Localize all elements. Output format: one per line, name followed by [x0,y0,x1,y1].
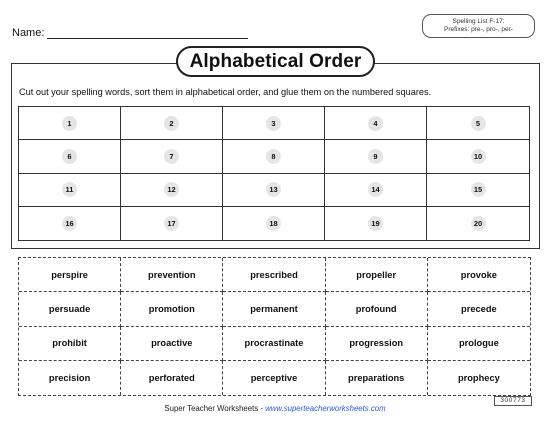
square-number: 18 [266,216,281,231]
word-card[interactable]: prevention [121,258,223,292]
square-number: 8 [266,149,281,164]
numbered-square [223,107,325,140]
word-card[interactable]: proactive [121,327,223,361]
square-number: 9 [368,149,383,164]
spelling-list-badge [422,14,535,38]
square-number: 2 [164,116,179,131]
word-card[interactable]: permanent [223,292,325,326]
name-line [47,38,248,39]
word-card[interactable]: perspire [19,258,121,292]
numbered-square [325,140,427,173]
footer-brand: Super Teacher Worksheets [164,404,259,413]
numbered-grid [18,106,530,241]
word-card[interactable]: prohibit [19,327,121,361]
numbered-square [427,174,529,207]
word-card[interactable]: perforated [121,361,223,395]
word-card[interactable]: perceptive [223,361,325,395]
square-number: 20 [471,216,486,231]
word-card[interactable]: preparations [326,361,428,395]
word-card[interactable]: persuade [19,292,121,326]
word-card[interactable]: progression [326,327,428,361]
word-card[interactable]: precision [19,361,121,395]
numbered-square [121,140,223,173]
numbered-square [19,174,121,207]
footer [0,404,550,413]
name-label: Name: [12,27,45,39]
footer-url[interactable]: www.superteacherworksheets.com [265,404,386,413]
badge-line-1: Spelling List F-17: [452,17,505,25]
footer-separator: - [258,404,266,413]
badge-line-2: Prefixes: pre-, pro-, per- [444,26,513,33]
numbered-square [19,140,121,173]
word-cutout-grid [18,257,531,396]
square-number: 11 [62,182,77,197]
word-card[interactable]: propeller [326,258,428,292]
square-number: 12 [164,182,179,197]
numbered-square [427,107,529,140]
square-number: 14 [368,182,383,197]
numbered-square [427,207,529,240]
square-number: 4 [368,116,383,131]
numbered-square [223,140,325,173]
square-number: 16 [62,216,77,231]
square-number: 19 [368,216,383,231]
square-number: 3 [266,116,281,131]
square-number: 10 [471,149,486,164]
numbered-square [325,107,427,140]
numbered-square [223,174,325,207]
worksheet-code: 300773 [494,396,532,406]
numbered-square [325,207,427,240]
numbered-square [121,207,223,240]
numbered-square [19,107,121,140]
word-card[interactable]: profound [326,292,428,326]
word-card[interactable]: provoke [428,258,530,292]
square-number: 17 [164,216,179,231]
square-number: 5 [471,116,486,131]
square-number: 15 [471,182,486,197]
word-card[interactable]: prescribed [223,258,325,292]
square-number: 1 [62,116,77,131]
instructions: Cut out your spelling words, sort them in alphabetical order, and glue them on the numbered squares. [19,87,432,97]
numbered-square [325,174,427,207]
page-title: Alphabetical Order [176,46,375,77]
square-number: 6 [62,149,77,164]
numbered-square [121,107,223,140]
numbered-square [121,174,223,207]
word-card[interactable]: prophecy [457,372,500,383]
word-card[interactable]: prologue [428,327,530,361]
word-card[interactable]: precede [428,292,530,326]
square-number: 13 [266,182,281,197]
square-number: 7 [164,149,179,164]
numbered-square [19,207,121,240]
numbered-square [223,207,325,240]
word-card[interactable]: promotion [121,292,223,326]
numbered-square [427,140,529,173]
word-card[interactable]: procrastinate [223,327,325,361]
